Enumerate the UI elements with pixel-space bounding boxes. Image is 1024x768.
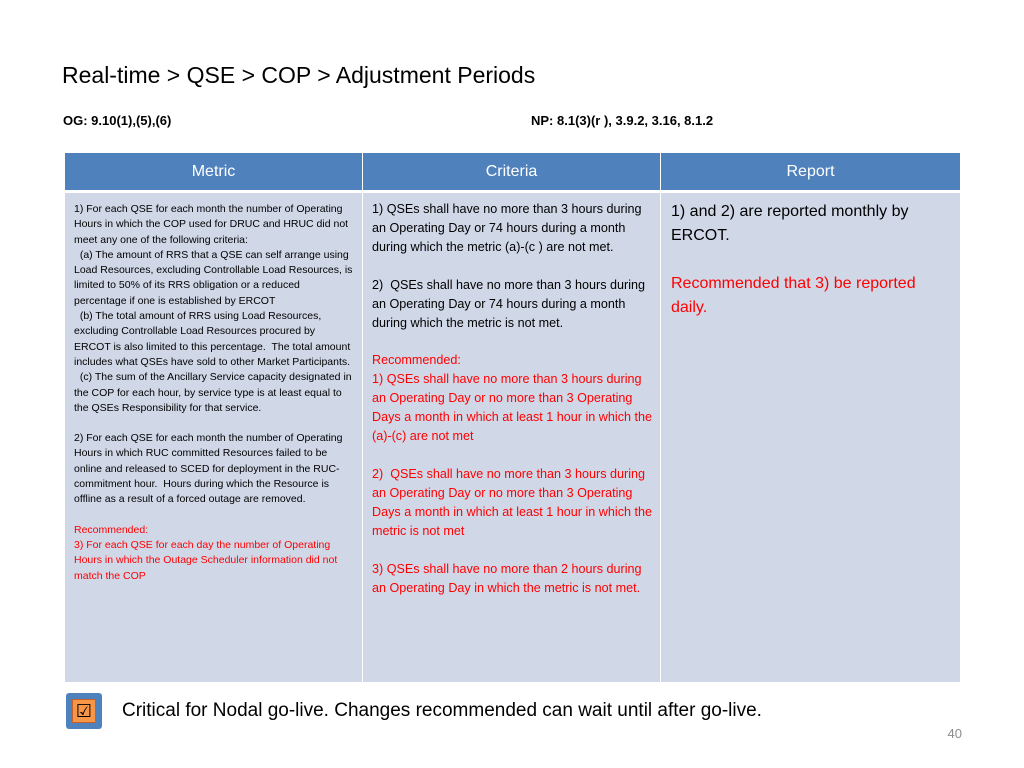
report-text-2: Recommended that 3) be reported daily.: [671, 275, 921, 316]
metric-item-2: 2) For each QSE for each month the number of Operating Hours in which RUC committed Resources failed to be online and released to SCED for deployment in the RUC-commitment hour. Hours during which the Resource is offline as a result of a forced outage are removed.: [74, 432, 346, 506]
criteria-rec-2: 2) QSEs shall have no more than 3 hours during an Operating Day or no more than 3 Operating Days a month in which at least 1 hour in which the metric is not met: [372, 466, 656, 538]
metric-item-3: 3) For each QSE for each day the number of Operating Hours in which the Outage Scheduler information did not match the COP: [74, 538, 341, 582]
slide-title: Real-time > QSE > COP > Adjustment Periods: [62, 62, 536, 88]
table-header-row: [65, 153, 961, 192]
table-row: [65, 192, 961, 683]
metric-item-1: 1) For each QSE for each month the number of Operating Hours in which the COP used for DRUC and HRUC did not meet any one of the following criteria: (a) The amount of RRS that a QSE can self arrange using Load Resources, excluding Controllable Load Resources, is limited to 50% of its RRS obligation or a reduced percentage if one is established by ERCOT (b) The total amount of RRS using Load Resources, excluding Controllable Load Resources procured by ERCOT is also limited to this percentage. The total amount includes what QSEs have sold to other Market Participants. (c) The sum of the Ancillary Service capacity designated in the COP for each hour, by service type is at least equal to the QSEs Responsibility for that service.: [74, 203, 353, 414]
og-reference: OG: 9.10(1),(5),(6): [63, 113, 172, 128]
metric-recommended-heading: Recommended:: [74, 523, 149, 536]
page-number: 40: [947, 726, 962, 741]
metrics-table: [64, 152, 961, 683]
report-cell: [661, 192, 961, 683]
criteria-cell: [363, 192, 661, 683]
metric-cell: [65, 192, 363, 683]
criteria-rec-3: 3) QSEs shall have no more than 2 hours during an Operating Day in which the metric is not met.: [372, 561, 646, 595]
criteria-item-2: 2) QSEs shall have no more than 3 hours during an Operating Day or 74 hours during a month during which the metric is not met.: [372, 277, 649, 330]
header-report: Report: [661, 153, 961, 192]
np-reference: NP: 8.1(3)(r ), 3.9.2, 3.16, 8.1.2: [531, 113, 714, 128]
checkbox-icon: [66, 693, 102, 729]
footer-note: Critical for Nodal go-live. Changes recommended can wait until after go-live.: [122, 700, 762, 721]
header-criteria: Criteria: [363, 153, 661, 192]
criteria-item-1: 1) QSEs shall have no more than 3 hours during an Operating Day or 74 hours during a month during which the metric (a)-(c ) are not met.: [372, 202, 646, 254]
header-metric: Metric: [65, 153, 363, 192]
criteria-recommended-heading: Recommended:: [372, 353, 461, 368]
checkbox-symbol: ☑: [72, 699, 96, 723]
criteria-rec-1: 1) QSEs shall have no more than 3 hours during an Operating Day or no more than 3 Operating Days a month in which at least 1 hour in which the (a)-(c) are not met: [372, 372, 656, 444]
report-text-1: 1) and 2) are reported monthly by ERCOT.: [671, 203, 913, 244]
